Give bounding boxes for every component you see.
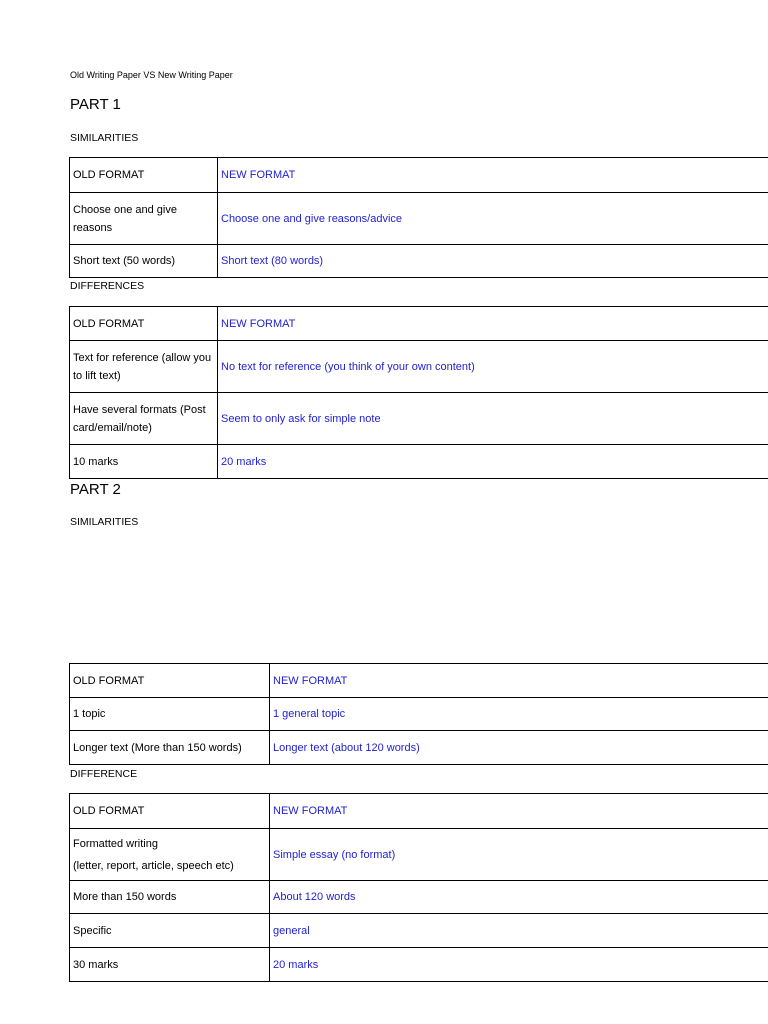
- part2-similarities-table: [69, 663, 768, 765]
- table-row: [70, 948, 768, 982]
- table-row: [70, 829, 768, 881]
- table-row: [70, 914, 768, 948]
- old-format-cell: Have several formats (Post card/email/note): [70, 393, 218, 445]
- table-row: [70, 193, 768, 245]
- part2-difference-label: DIFFERENCE: [70, 768, 138, 780]
- new-format-cell: Choose one and give reasons/advice: [218, 193, 768, 245]
- old-format-cell: Short text (50 words): [70, 245, 218, 278]
- new-format-cell: general: [270, 914, 768, 948]
- old-format-cell: Text for reference (allow you to lift text): [70, 341, 218, 393]
- new-format-cell: Longer text (about 120 words): [270, 731, 768, 765]
- old-format-header: OLD FORMAT: [70, 664, 270, 698]
- table-row: [70, 445, 768, 479]
- table-row: [70, 881, 768, 914]
- old-format-header: OLD FORMAT: [70, 158, 218, 193]
- part1-heading: PART 1: [70, 96, 121, 113]
- new-format-header: NEW FORMAT: [218, 307, 768, 341]
- part1-similarities-table: [69, 157, 768, 278]
- new-format-cell: Seem to only ask for simple note: [218, 393, 768, 445]
- old-format-cell: Choose one and give reasons: [70, 193, 218, 245]
- old-format-cell-line: Formatted writing: [73, 837, 158, 850]
- old-format-cell: 10 marks: [70, 445, 218, 479]
- new-format-cell: 20 marks: [270, 948, 768, 982]
- table-row: [70, 393, 768, 445]
- old-format-cell: Longer text (More than 150 words): [70, 731, 270, 765]
- table-row: [70, 341, 768, 393]
- old-format-cell: 30 marks: [70, 948, 270, 982]
- new-format-cell: 20 marks: [218, 445, 768, 479]
- new-format-cell: 1 general topic: [270, 698, 768, 731]
- old-format-cell: [70, 829, 270, 881]
- old-format-cell: More than 150 words: [70, 881, 270, 914]
- new-format-header: NEW FORMAT: [270, 794, 768, 829]
- new-format-cell: Simple essay (no format): [270, 829, 768, 881]
- new-format-header: NEW FORMAT: [270, 664, 768, 698]
- old-format-header: OLD FORMAT: [70, 307, 218, 341]
- table-header-row: [70, 158, 768, 193]
- part2-difference-table: [69, 793, 768, 982]
- part1-differences-table: [69, 306, 768, 479]
- new-format-header: NEW FORMAT: [218, 158, 768, 193]
- table-row: [70, 698, 768, 731]
- table-header-row: [70, 307, 768, 341]
- part1-similarities-label: SIMILARITIES: [70, 132, 139, 144]
- old-format-cell: Specific: [70, 914, 270, 948]
- old-format-header: OLD FORMAT: [70, 794, 270, 829]
- table-header-row: [70, 794, 768, 829]
- part2-similarities-label: SIMILARITIES: [70, 516, 139, 528]
- new-format-cell: About 120 words: [270, 881, 768, 914]
- old-format-cell-line: (letter, report, article, speech etc): [73, 859, 234, 872]
- table-header-row: [70, 664, 768, 698]
- old-format-cell: 1 topic: [70, 698, 270, 731]
- table-row: [70, 731, 768, 765]
- part1-differences-label: DIFFERENCES: [70, 280, 145, 292]
- part2-heading: PART 2: [70, 481, 121, 498]
- document-title: Old Writing Paper VS New Writing Paper: [70, 70, 233, 80]
- table-row: [70, 245, 768, 278]
- new-format-cell: Short text (80 words): [218, 245, 768, 278]
- new-format-cell: No text for reference (you think of your own content): [218, 341, 768, 393]
